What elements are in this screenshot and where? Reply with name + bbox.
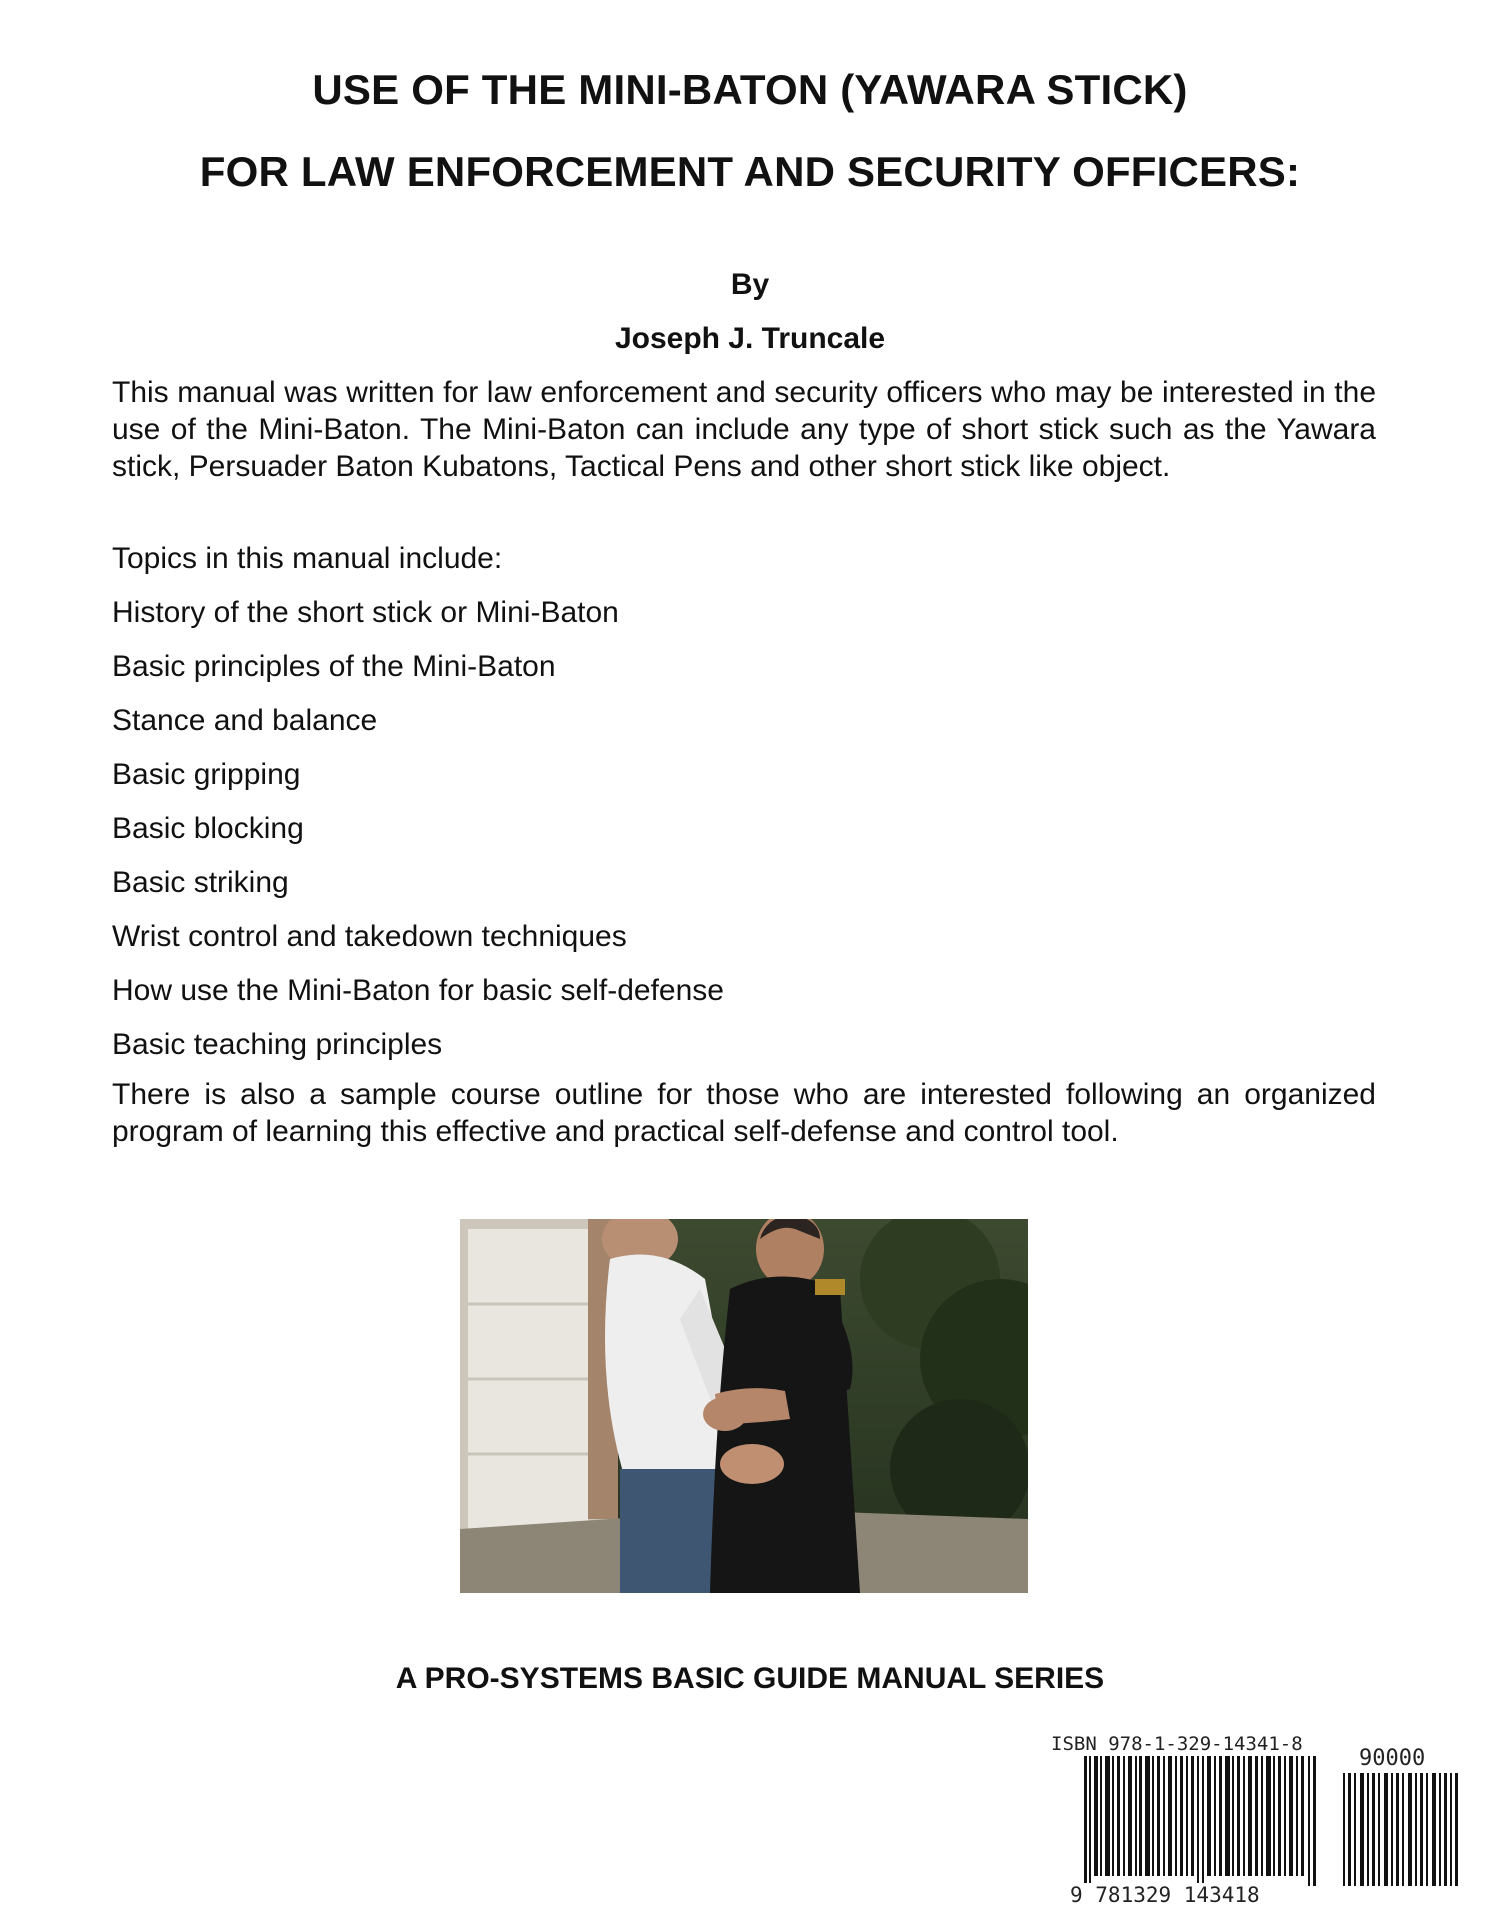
topic-item: How use the Mini-Baton for basic self-defense <box>112 974 724 1007</box>
closing-paragraph: There is also a sample course outline for those who are interested following an organized program of learning this effective and practical self-defense and control tool. <box>112 1078 1376 1148</box>
barcode-digits: 9 781329 143418 <box>1070 1883 1260 1907</box>
byline-label: By <box>730 268 770 301</box>
topics-heading: Topics in this manual include: <box>112 542 503 575</box>
topic-item: Basic gripping <box>112 758 301 791</box>
topic-item: History of the short stick or Mini-Baton <box>112 596 619 629</box>
price-code: 90000 <box>1359 1746 1426 1771</box>
cover-photo <box>460 1219 1028 1593</box>
author-name: Joseph J. Truncale <box>614 322 886 355</box>
barcode <box>1082 1756 1321 1886</box>
title-line-1: USE OF THE MINI-BATON (YAWARA STICK) <box>312 66 1188 113</box>
series-title: A PRO-SYSTEMS BASIC GUIDE MANUAL SERIES <box>395 1662 1105 1695</box>
intro-paragraph: This manual was written for law enforcement and security officers who may be interested in the use of the Mini-Baton. The Mini-Baton can include any type of short stick such as the Yawara stick, Persuader Baton Kubatons, Tactical Pens and other short stick like object. <box>112 376 1376 483</box>
title-line-2: FOR LAW ENFORCEMENT AND SECURITY OFFICERS: <box>199 148 1301 195</box>
isbn-label: ISBN 978-1-329-14341-8 <box>1051 1733 1303 1755</box>
topic-item: Stance and balance <box>112 704 378 737</box>
topic-item: Basic blocking <box>112 812 304 845</box>
topic-item: Basic principles of the Mini-Baton <box>112 650 556 683</box>
barcode-addon <box>1341 1773 1459 1886</box>
topic-item: Basic teaching principles <box>112 1028 443 1061</box>
topic-item: Wrist control and takedown techniques <box>112 920 627 953</box>
topic-item: Basic striking <box>112 866 289 899</box>
